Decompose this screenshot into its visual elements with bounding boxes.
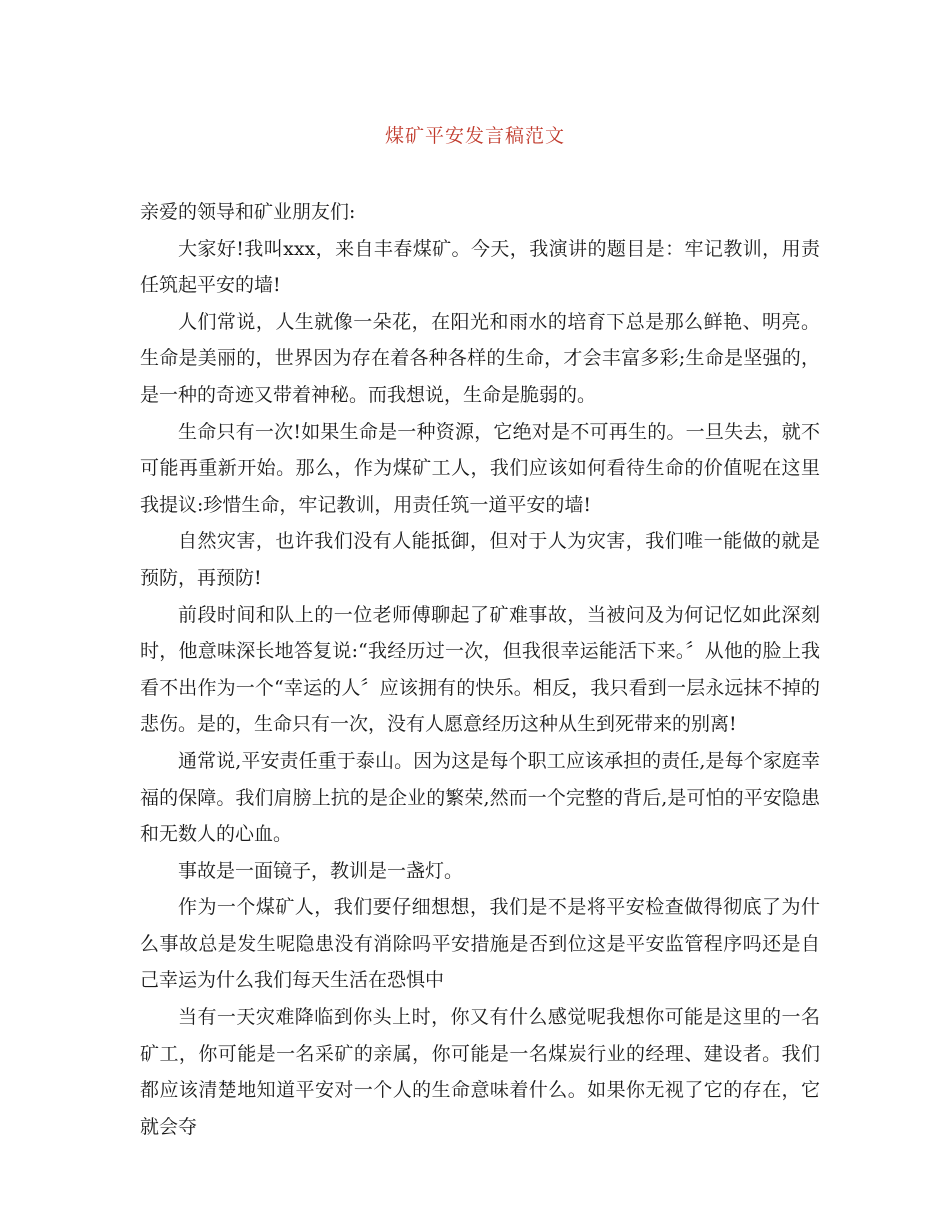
paragraph: 当有一天灾难降临到你头上时，你又有什么感觉呢我想你可能是这里的一名矿工，你可能是一名采矿的亲属，你可能是一名煤炭行业的经理、建设者。我们都应该清楚地知道平安对一个人的生命意味着什么。如果你无视了它的存在，它就会夺 <box>140 1006 820 1138</box>
document-title: 煤矿平安发言稿范文 <box>384 125 565 147</box>
paragraph: 生命只有一次!如果生命是一种资源，它绝对是不可再生的。一旦失去，就不可能再重新开始。那么，作为煤矿工人，我们应该如何看待生命的价值呢在这里我提议:珍惜生命，牢记教训，用责任筑一道平安的墙! <box>140 420 820 516</box>
paragraph: 自然灾害，也许我们没有人能抵御，但对于人为灾害，我们唯一能做的就是预防，再预防! <box>140 530 820 589</box>
paragraph: 作为一个煤矿人，我们要仔细想想，我们是不是将平安检查做得彻底了为什么事故总是发生呢隐患没有消除吗平安措施是否到位这是平安监管程序吗还是自己幸运为什么我们每天生活在恐惧中 <box>140 896 820 992</box>
greeting-line: 亲爱的领导和矿业朋友们: <box>140 201 356 223</box>
paragraph: 前段时间和队上的一位老师傅聊起了矿难事故，当被问及为何记忆如此深刻时，他意味深长地答复说:“我经历过一次，但我很幸运能活下来。〞从他的脸上我看不出作为一个“幸运的人〞应该拥有的快乐。相反，我只看到一层永远抹不掉的悲伤。是的，生命只有一次，没有人愿意经历这种从生到死带来的别离! <box>140 603 820 736</box>
paragraph: 大家好!我叫xxx，来自丰春煤矿。今天，我演讲的题目是：牢记教训，用责任筑起平安的墙! <box>140 237 820 297</box>
paragraph: 事故是一面镜子，教训是一盏灯。 <box>178 859 464 882</box>
document-body <box>140 194 820 1145</box>
paragraph: 通常说,平安责任重于泰山。因为这是每个职工应该承担的责任,是每个家庭幸福的保障。我们肩膀上抗的是企业的繁荣,然而一个完整的背后,是可怕的平安隐患和无数人的心血。 <box>140 749 820 846</box>
paragraph: 人们常说，人生就像一朵花，在阳光和雨水的培育下总是那么鲜艳、明亮。生命是美丽的，世界因为存在着各种各样的生命，才会丰富多彩;生命是坚强的，是一种的奇迹又带着神秘。而我想说，生命是脆弱的。 <box>140 310 820 406</box>
